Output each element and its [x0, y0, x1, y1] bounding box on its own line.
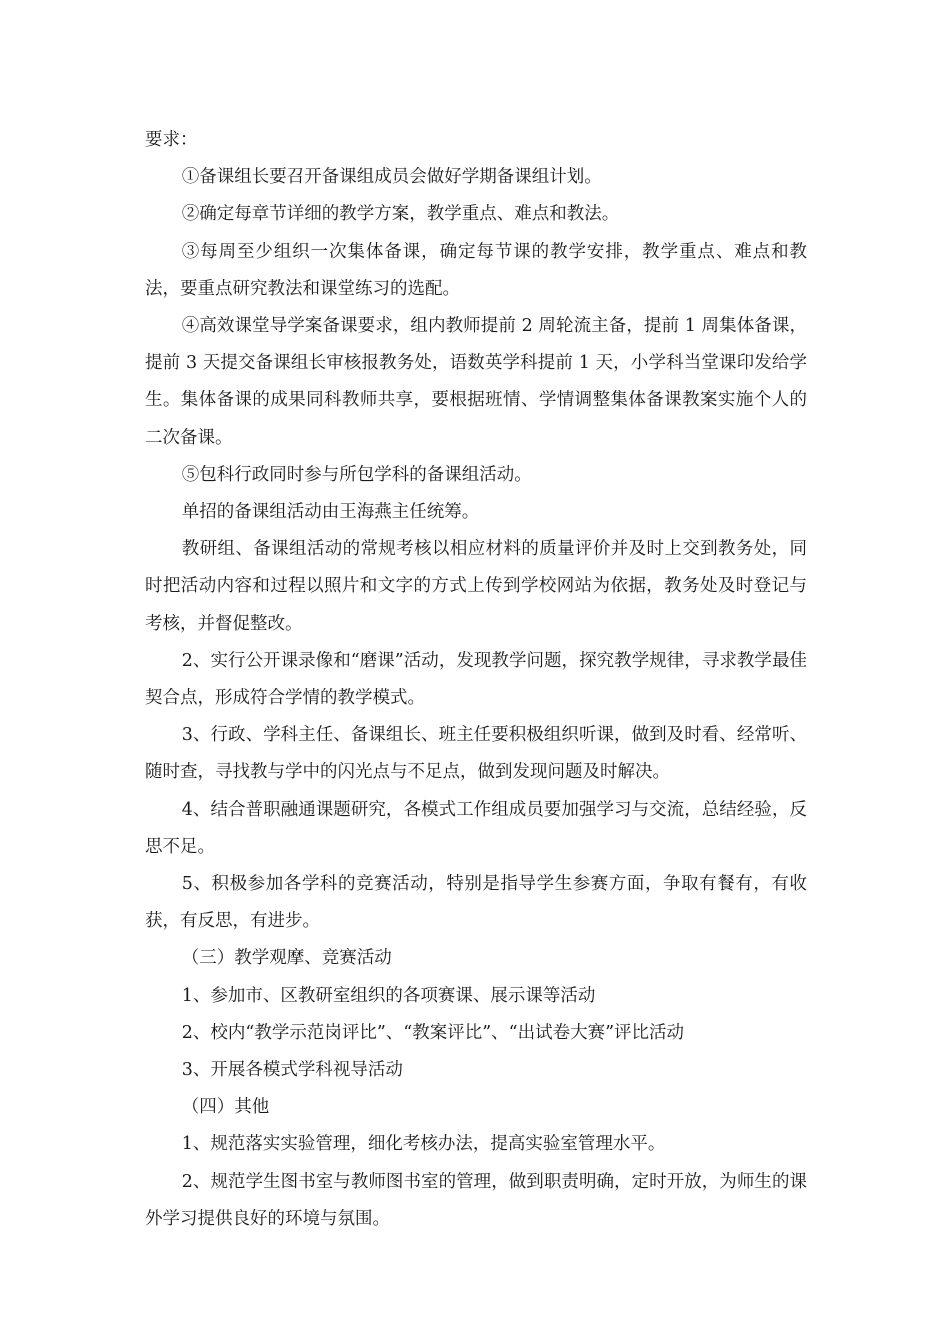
paragraph-competitions: 5、积极参加各学科的竞赛活动，特别是指导学生参赛方面，争取有餐有，有收获，有反思，有进步。: [145, 874, 807, 932]
paragraph-item-3: ③每周至少组织一次集体备课，确定每节课的教学安排，教学重点、难点和教法，要重点研究教法和课堂练习的选配。: [145, 241, 807, 299]
paragraph-section3-item-3: 3、开展各模式学科视导活动: [181, 1060, 403, 1081]
paragraph-item-2: ②确定每章节详细的教学方案，教学重点、难点和教法。: [181, 204, 620, 225]
paragraph-item-4: ④高效课堂导学案备课要求，组内教师提前 2 周轮流主备，提前 1 周集体备课，提前 3 天提交备课组长审核报教务处，语数英学科提前 1 天，小学科当堂课印发给学生。集体备课的成果同科教师共享，要根据班情、学情调整集体备课教案实施个人的二次备课。: [145, 316, 807, 448]
paragraph-section3-item-2: 2、校内“教学示范岗评比”、“教案评比”、“出试卷大赛”评比活动: [181, 1022, 685, 1043]
paragraph-assessment: 教研组、备课组活动的常规考核以相应材料的质量评价并及时上交到教务处，同时把活动内容和过程以照片和文字的方式上传到学校网站为依据，教务处及时登记与考核，并督促整改。: [145, 539, 807, 634]
section-heading-3: （三）教学观摩、竞赛活动: [181, 948, 392, 969]
paragraph-section4-item-2: 2、规范学生图书室与教师图书室的管理，做到职责明确，定时开放，为师生的课外学习提供良好的环境与氛围。: [145, 1171, 807, 1229]
paragraph-research: 4、结合普职融通课题研究，各模式工作组成员要加强学习与交流，总结经验，反思不足。: [145, 799, 807, 857]
paragraph-item-1: ①备课组长要召开备课组成员会做好学期备课组计划。: [181, 167, 602, 188]
paragraph-section3-item-1: 1、参加市、区教研室组织的各项赛课、展示课等活动: [181, 985, 596, 1006]
paragraph-single-enrollment: 单招的备课组活动由王海燕主任统筹。: [181, 502, 480, 523]
paragraph-requirements-heading: 要求：: [145, 130, 198, 150]
paragraph-lesson-observation: 3、行政、学科主任、备课组长、班主任要积极组织听课，做到及时看、经常听、随时查，寻找教与学中的闪光点与不足点，做到发现问题及时解决。: [145, 725, 807, 783]
paragraph-item-5: ⑤包科行政同时参与所包学科的备课组活动。: [181, 464, 532, 485]
document-body: [145, 122, 807, 1238]
paragraph-open-class: 2、实行公开课录像和“磨课”活动，发现教学问题，探究教学规律，寻求教学最佳契合点，形成符合学情的教学模式。: [145, 650, 807, 709]
paragraph-section4-item-1: 1、规范落实实验管理，细化考核办法，提高实验室管理水平。: [181, 1134, 666, 1155]
section-heading-4: （四）其他: [181, 1097, 270, 1118]
